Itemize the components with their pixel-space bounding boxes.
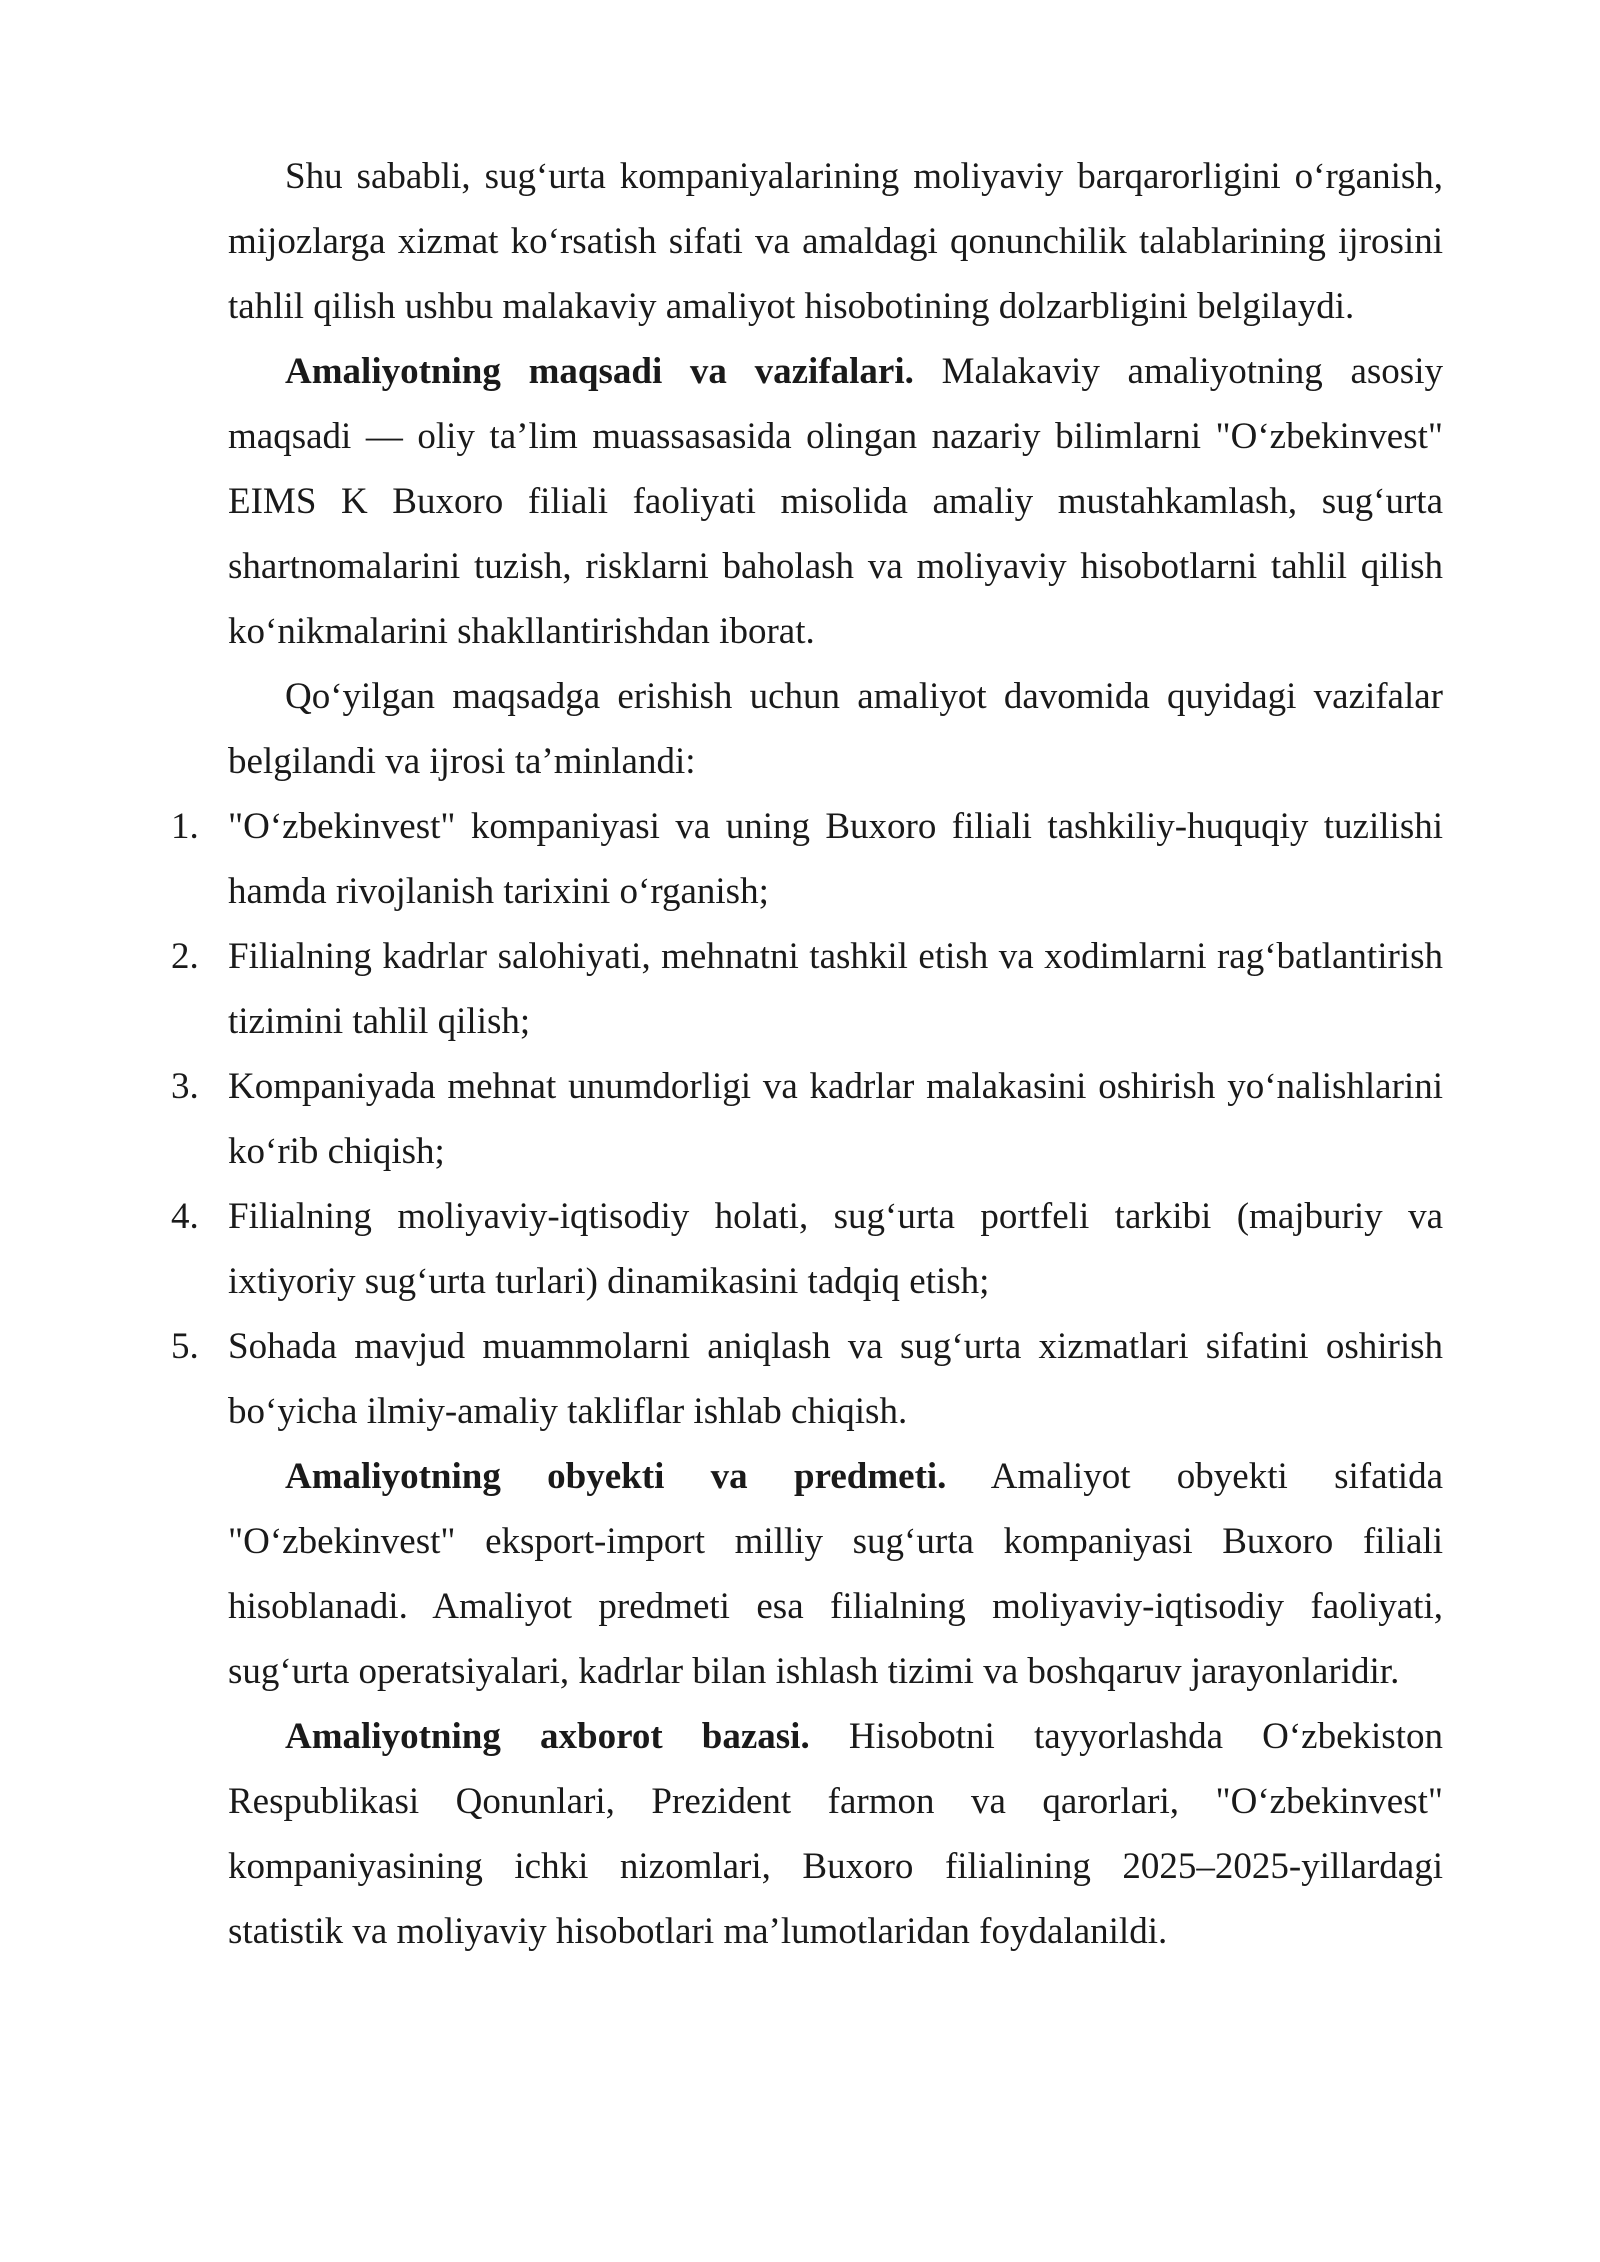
list-item-text: Sohada mavjud muammolarni aniqlash va sug‘urta xizmatlari sifatini oshirish bo‘yicha ilmiy-amaliy takliflar ishlab chiqish. [228, 1326, 1443, 1432]
object-heading: Amaliyotning obyekti va predmeti. [285, 1456, 947, 1497]
goal-paragraph [228, 339, 1443, 664]
intro-paragraph [228, 144, 1443, 339]
list-item-text: Filialning kadrlar salohiyati, mehnatni tashkil etish va xodimlarni rag‘batlantirish tizimini tahlil qilish; [228, 936, 1443, 1042]
tasks-list [171, 794, 1443, 1444]
list-item [171, 1054, 1443, 1184]
list-item-text: Filialning moliyaviy-iqtisodiy holati, sug‘urta portfeli tarkibi (majburiy va ixtiyoriy sug‘urta turlari) dinamikasini tadqiq etish; [228, 1196, 1443, 1302]
list-item-number: 4. [171, 1196, 199, 1237]
object-text: Amaliyot obyekti sifatida "O‘zbekinvest" eksport-import milliy sug‘urta kompaniyasi Buxoro filiali hisoblanadi. Amaliyot predmeti esa filialning moliyaviy-iqtisodiy faoliyati, sug‘urta operatsiyalari, kadrlar bilan ishlash tizimi va boshqaruv jarayonlaridir. [228, 1456, 1444, 1692]
info-base-paragraph [228, 1704, 1443, 1964]
list-item [171, 1314, 1443, 1444]
list-item-text: "O‘zbekinvest" kompaniyasi va uning Buxoro filiali tashkiliy-huquqiy tuzilishi hamda rivojlanish tarixini o‘rganish; [228, 806, 1443, 912]
document-body [171, 144, 1444, 1964]
list-item-number: 3. [171, 1066, 199, 1107]
list-item [171, 794, 1443, 924]
goal-text: Malakaviy amaliyotning asosiy maqsadi — oliy ta’lim muassasasida olingan nazariy bilimlarni "O‘zbekinvest" EIMS K Buxoro filiali faoliyati misolida amaliy mustahkamlash, sug‘urta shartnomalarini tuzish, risklarni baholash va moliyaviy hisobotlarni tahlil qilish ko‘nikmalarini shakllantirishdan iborat. [228, 351, 1443, 652]
tasks-intro-paragraph [228, 664, 1443, 794]
info-base-heading: Amaliyotning axborot bazasi. [285, 1716, 810, 1757]
tasks-intro-text: Qo‘yilgan maqsadga erishish uchun amaliyot davomida quyidagi vazifalar belgilandi va ijrosi ta’minlandi: [228, 676, 1443, 782]
list-item [171, 1184, 1443, 1314]
list-item-number: 2. [171, 936, 199, 977]
list-item [171, 924, 1443, 1054]
list-item-number: 1. [171, 806, 199, 847]
intro-text: Shu sababli, sug‘urta kompaniyalarining moliyaviy barqarorligini o‘rganish, mijozlarga xizmat ko‘rsatish sifati va amaldagi qonunchilik talablarining ijrosini tahlil qilish ushbu malakaviy amaliyot hisobotining dolzarbligini belgilaydi. [228, 156, 1443, 327]
list-item-number: 5. [171, 1326, 199, 1367]
goal-heading: Amaliyotning maqsadi va vazifalari. [285, 351, 914, 392]
object-paragraph [228, 1444, 1443, 1704]
info-base-text: Hisobotni tayyorlashda O‘zbekiston Respublikasi Qonunlari, Prezident farmon va qarorlari, "O‘zbekinvest" kompaniyasining ichki nizomlari, Buxoro filialining 2025–2025-yillardagi statistik va moliyaviy hisobotlari ma’lumotlaridan foydalanildi. [228, 1716, 1443, 1952]
list-item-text: Kompaniyada mehnat unumdorligi va kadrlar malakasini oshirish yo‘nalishlarini ko‘rib chiqish; [228, 1066, 1443, 1172]
